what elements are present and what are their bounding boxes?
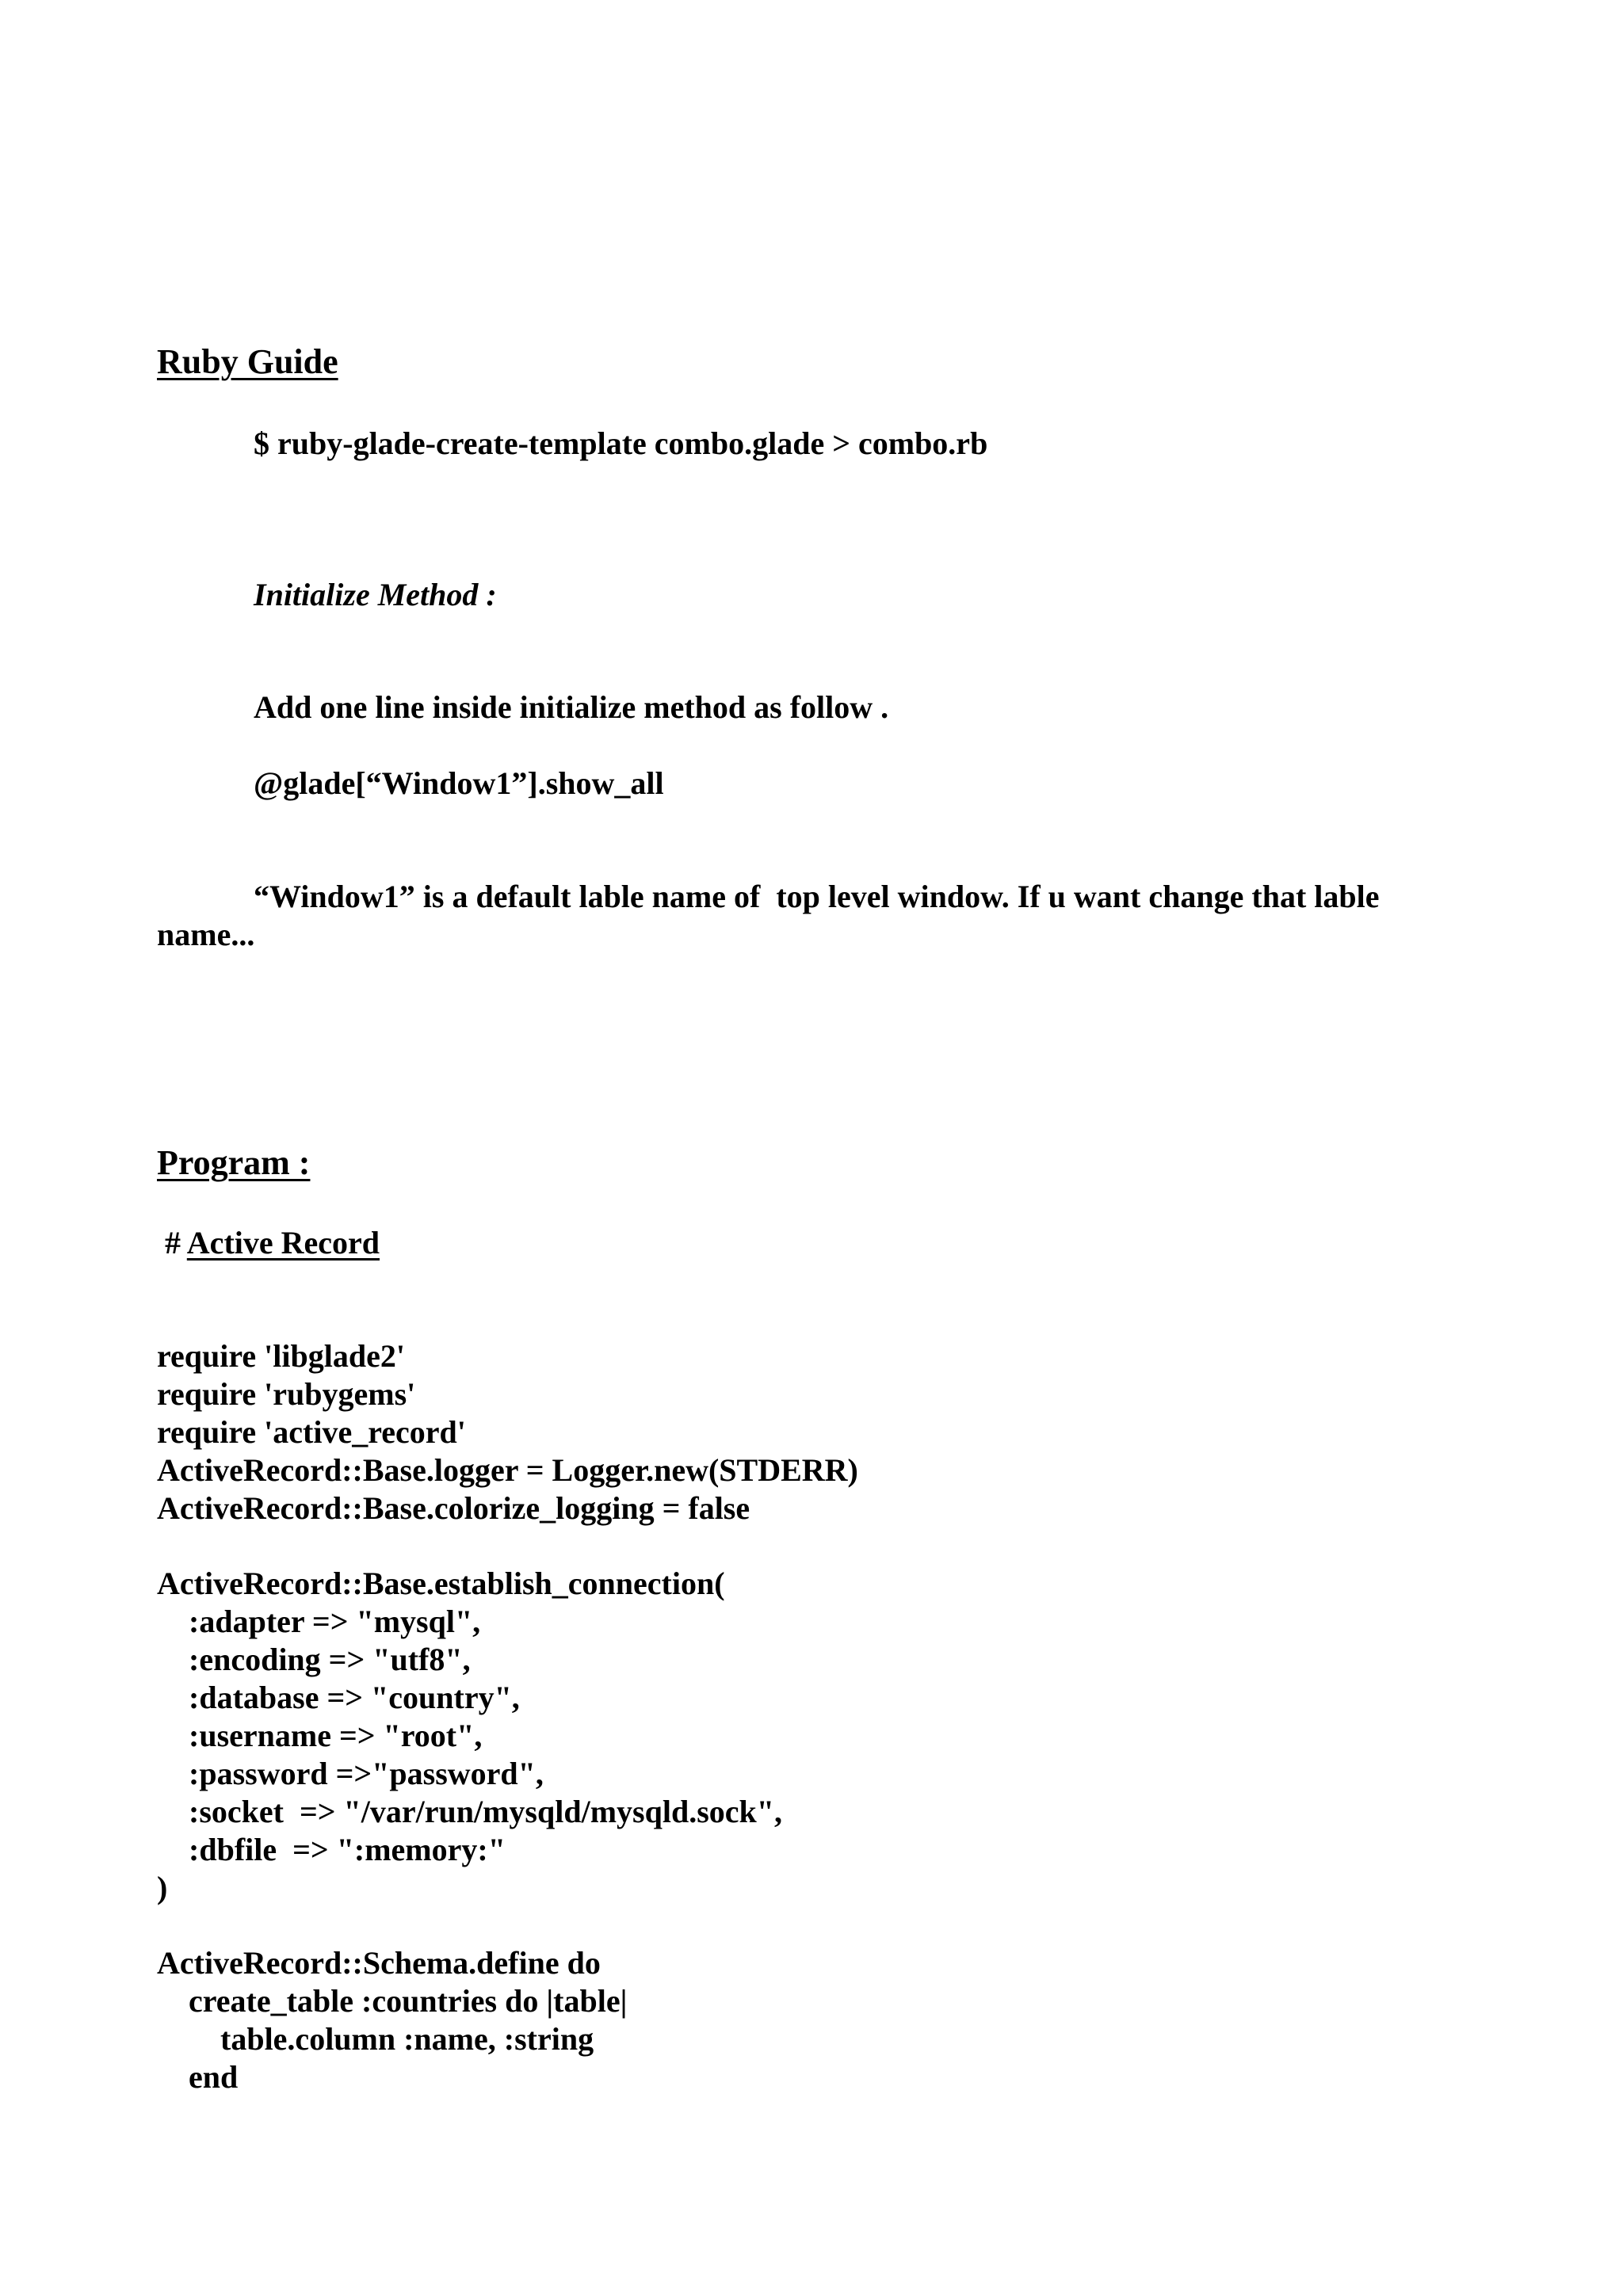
code-line: create_table :countries do |table| (157, 1983, 628, 2019)
code-line: ActiveRecord::Base.logger = Logger.new(STDERR) (157, 1452, 858, 1488)
active-record-heading (165, 1224, 380, 1262)
window-note-line-2: name... (157, 917, 255, 952)
code-line: ) (157, 1870, 168, 1905)
code-line: end (157, 2059, 239, 2095)
page-title: Ruby Guide (157, 342, 338, 381)
window-note-line-1: “Window1” is a default lable name of top level window. If u want change that lable (254, 879, 1380, 914)
add-line-instruction: Add one line inside initialize method as follow . (254, 689, 889, 725)
hash-mark: # (165, 1225, 187, 1261)
active-record-label: Active Record (186, 1225, 380, 1261)
command-line: $ ruby-glade-create-template combo.glade > combo.rb (254, 425, 988, 461)
code-line: :database => "country", (157, 1680, 520, 1715)
show-all-code: @glade[“Window1”].show_all (254, 765, 664, 801)
code-line: :socket => "/var/run/mysqld/mysqld.sock", (157, 1794, 782, 1829)
code-line: ActiveRecord::Schema.define do (157, 1945, 601, 1981)
code-line: :encoding => "utf8", (157, 1642, 471, 1677)
program-heading: Program : (157, 1143, 311, 1182)
code-line: :password =>"password", (157, 1756, 544, 1791)
code-line: :username => "root", (157, 1718, 483, 1753)
initialize-method-heading: Initialize Method : (254, 577, 497, 612)
code-line: :dbfile => ":memory:" (157, 1832, 506, 1867)
code-line: require 'rubygems' (157, 1376, 416, 1412)
code-line: require 'active_record' (157, 1414, 466, 1450)
code-line: :adapter => "mysql", (157, 1604, 481, 1639)
code-line: ActiveRecord::Base.establish_connection( (157, 1566, 725, 1601)
code-line: require 'libglade2' (157, 1338, 405, 1374)
code-line: table.column :name, :string (157, 2021, 594, 2057)
code-line: ActiveRecord::Base.colorize_logging = false (157, 1490, 750, 1526)
